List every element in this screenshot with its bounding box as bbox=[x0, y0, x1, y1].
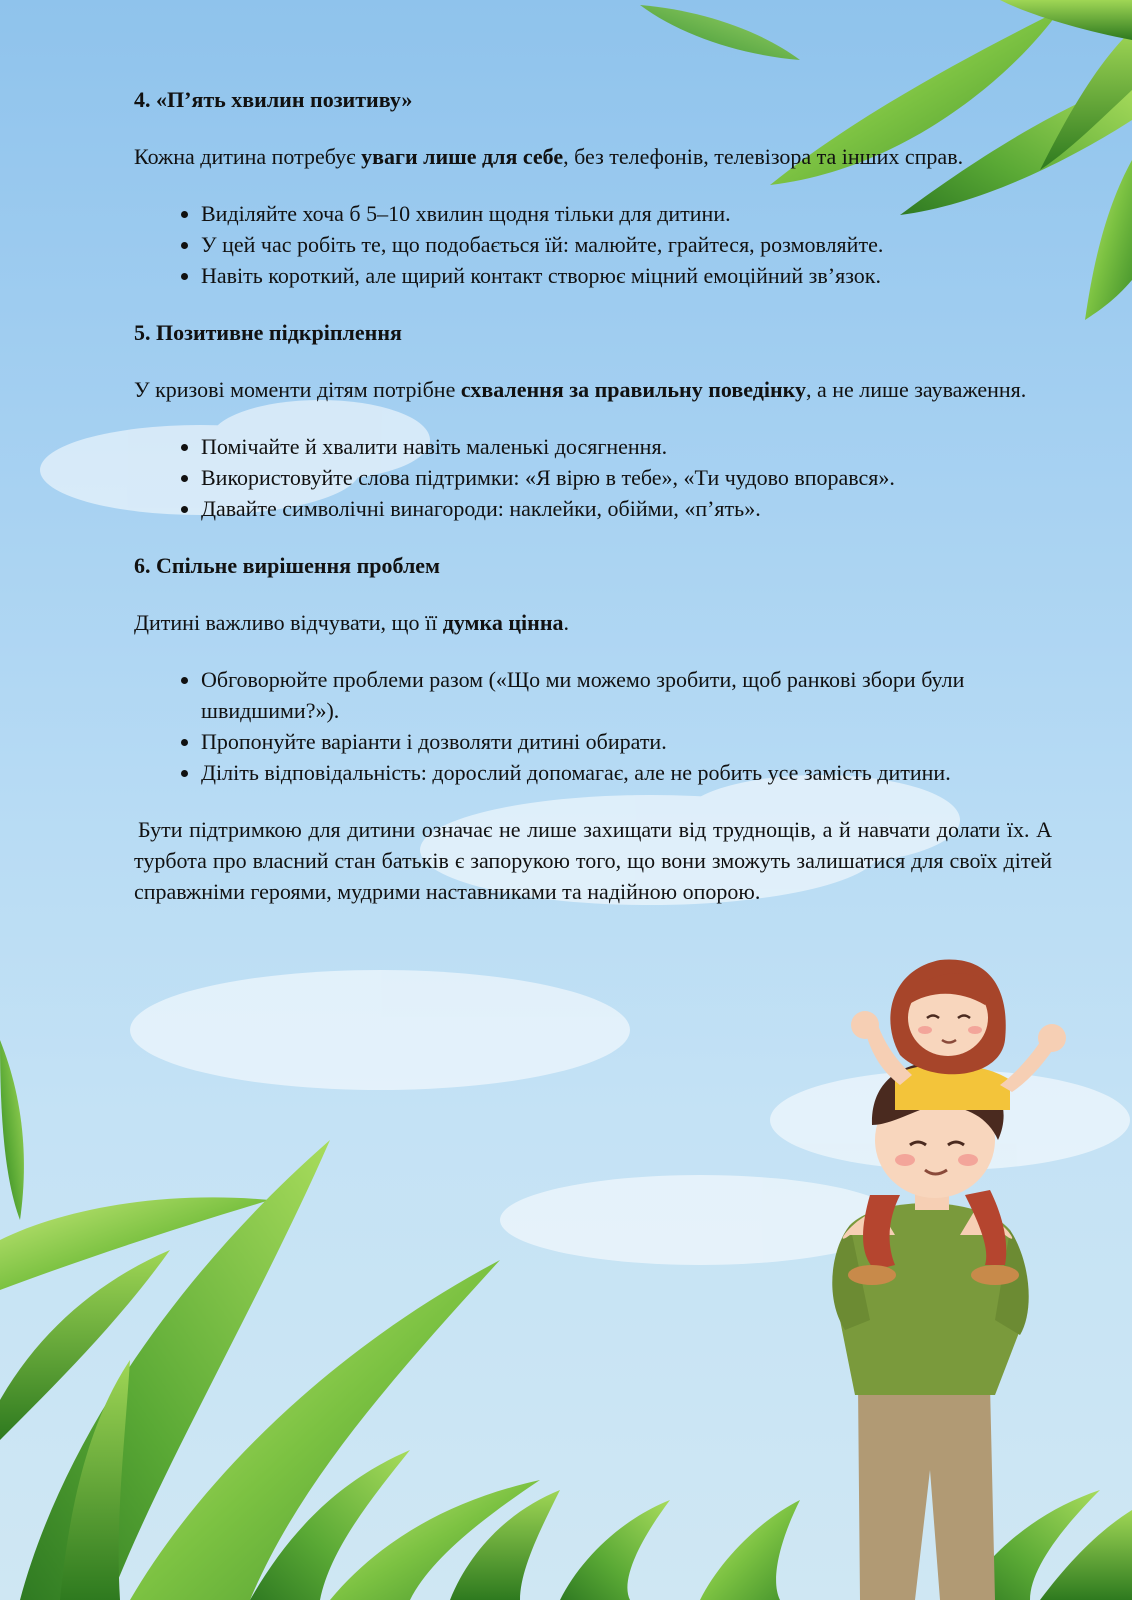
bottom-left-leaves bbox=[0, 1040, 670, 1600]
list-item: • Навіть короткий, але щирий контакт створює міцний емоційний зв’язок. bbox=[201, 260, 1052, 291]
section-5-intro: У кризові моменти дітям потрібне схвалення за правильну поведінку, а не лише зауваження. bbox=[134, 377, 1027, 402]
list-item: • Обговорюйте проблеми разом («Що ми можемо зробити, щоб ранкові збори були швидшими?»). bbox=[201, 664, 1052, 726]
section-4-list bbox=[134, 198, 1052, 291]
list-item: • У цей час робіть те, що подобається їй: малюйте, грайтеся, розмовляйте. bbox=[201, 229, 1052, 260]
section-4-intro: Кожна дитина потребує уваги лише для себе, без телефонів, телевізора та інших справ. bbox=[134, 144, 964, 169]
section-5-list bbox=[134, 431, 1052, 524]
father-daughter-illustration bbox=[832, 960, 1066, 1600]
section-4-title: 4. «П’ять хвилин позитиву» bbox=[134, 87, 413, 112]
document-content bbox=[134, 84, 1052, 907]
list-item: • Виділяйте хоча б 5–10 хвилин щодня тільки для дитини. bbox=[201, 198, 1052, 229]
list-item: • Використовуйте слова підтримки: «Я вірю в тебе», «Ти чудово впорався». bbox=[201, 462, 1052, 493]
section-5-title: 5. Позитивне підкріплення bbox=[134, 320, 402, 345]
list-item: • Діліть відповідальність: дорослий допомагає, але не робить усе замість дитини. bbox=[201, 757, 1052, 788]
section-6-intro: Дитині важливо відчувати, що її думка цінна. bbox=[134, 610, 570, 635]
section-6-title: 6. Спільне вирішення проблем bbox=[134, 553, 441, 578]
list-item: • Пропонуйте варіанти і дозволяти дитині обирати. bbox=[201, 726, 1052, 757]
section-6-list bbox=[134, 664, 1052, 788]
conclusion-paragraph: Бути підтримкою для дитини означає не лише захищати від труднощів, а й навчати долати їх. А турбота про власний стан батьків є запорукою того, що вони зможуть залишатися для своїх дітей справжніми героями, мудрими наставниками та надійною опорою. bbox=[134, 817, 1052, 904]
list-item: • Давайте символічні винагороди: наклейки, обійми, «п’ять». bbox=[201, 493, 1052, 524]
list-item: • Помічайте й хвалити навіть маленькі досягнення. bbox=[201, 431, 1052, 462]
